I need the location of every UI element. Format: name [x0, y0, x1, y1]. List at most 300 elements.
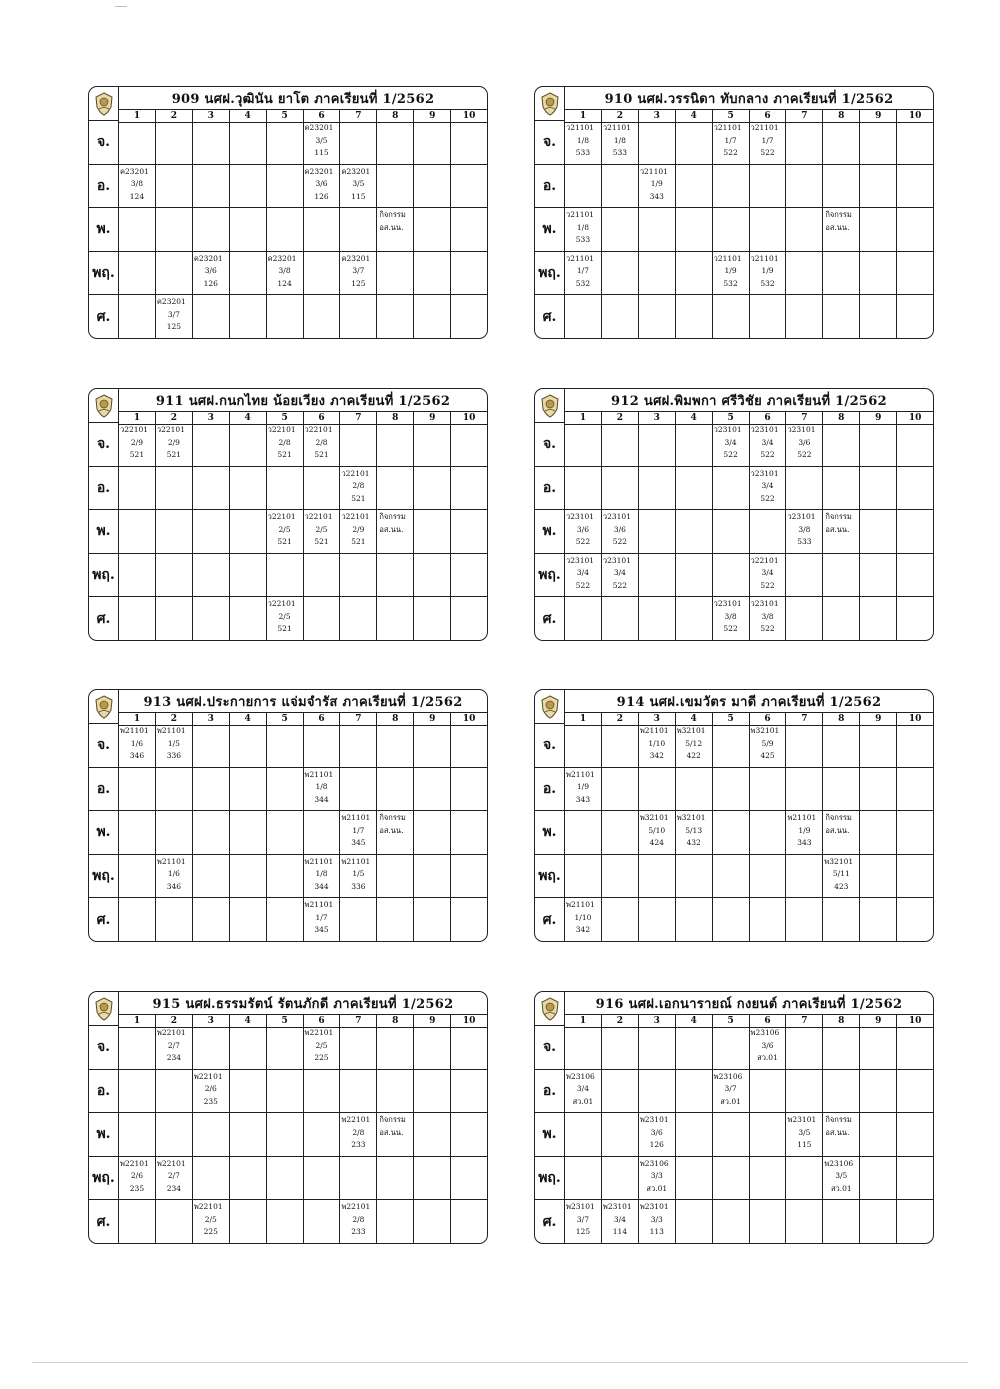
class-group: 2/5: [315, 524, 328, 534]
day-label: พฤ.: [89, 252, 119, 295]
day-row: [535, 1069, 933, 1113]
schedule-slot: [822, 811, 859, 854]
day-row: [89, 1156, 487, 1200]
schedule-slot: [638, 597, 675, 640]
day-label: ศ.: [535, 597, 565, 640]
room-number: 125: [575, 1227, 591, 1237]
schedule-slot: [601, 1026, 638, 1069]
schedule-slot: [638, 510, 675, 553]
class-group: 2/5: [204, 1214, 217, 1224]
room-number: 343: [797, 838, 812, 848]
schedule-slot: [450, 1157, 487, 1200]
schedule-slot: [712, 554, 749, 597]
course-code: ว23101: [566, 555, 595, 565]
period-header: 7: [785, 1015, 822, 1027]
schedule-slot: [266, 1200, 303, 1243]
schedule-slot: [376, 1157, 413, 1200]
period-header: 6: [303, 713, 340, 725]
period-header: 5: [712, 1015, 749, 1027]
schedule-slot: [565, 724, 601, 767]
course-code: พ21101: [639, 726, 669, 735]
schedule-slot: [119, 768, 155, 811]
schedule-slot: [785, 121, 822, 164]
schedule-slot: [450, 295, 487, 338]
schedule-slot: [565, 1070, 601, 1113]
schedule-slot: [192, 1157, 229, 1200]
schedule-slot: [859, 1070, 896, 1113]
school-emblem-icon: [94, 695, 114, 719]
schedule-slot: [303, 165, 340, 208]
schedule-slot: [376, 554, 413, 597]
course-code: พ21101: [341, 856, 371, 866]
schedule-slot: [638, 1070, 675, 1113]
schedule-slot: [859, 1113, 896, 1156]
school-emblem-icon: [94, 997, 114, 1021]
period-header: 10: [896, 1015, 933, 1027]
schedule-slot: [266, 898, 303, 941]
period-header: 6: [303, 1015, 340, 1027]
period-header: 10: [450, 1015, 487, 1027]
schedule-slot: [638, 855, 675, 898]
course-code: ว23101: [713, 425, 742, 434]
class-group: 3/7: [167, 309, 180, 319]
schedule-slot: [675, 510, 712, 553]
course-code: ว22101: [750, 555, 779, 565]
course-code: ค23201: [304, 166, 334, 176]
day-row: [89, 423, 487, 466]
schedule-slot: [155, 165, 192, 208]
schedule-slot: [896, 1070, 933, 1113]
schedule-slot: [822, 1200, 859, 1243]
card-title: 915 นศฝ.ธรรมรัตน์ รัตนภักดี ภาคเรียนที่ 1/2562: [152, 996, 454, 1012]
class-group: 1/7: [761, 135, 774, 145]
period-header: 4: [229, 1015, 266, 1027]
schedule-slot: [859, 811, 896, 854]
schedule-slot: [896, 597, 933, 640]
schedule-slot: [601, 1113, 638, 1156]
room-number: 343: [649, 191, 664, 201]
room-number: 233: [351, 1227, 366, 1237]
schedule-slot: [119, 1026, 155, 1069]
class-group: อส.นน.: [825, 524, 850, 534]
day-label: พ.: [89, 811, 119, 854]
period-header: 6: [749, 412, 786, 424]
schedule-slot: [896, 1157, 933, 1200]
schedule-slot: [712, 295, 749, 338]
period-header: 9: [859, 110, 896, 122]
course-code: ว21101: [713, 253, 742, 263]
schedule-slot: [450, 898, 487, 941]
room-number: 345: [314, 925, 329, 935]
schedule-slot: [859, 724, 896, 767]
day-row: [535, 164, 933, 208]
day-row: [535, 251, 933, 295]
schedule-slot: [675, 898, 712, 941]
room-number: 533: [575, 148, 591, 157]
schedule-slot: [565, 165, 601, 208]
schedule-slot: [712, 252, 749, 295]
course-code: ค23201: [267, 253, 297, 263]
schedule-slot: [785, 1157, 822, 1200]
schedule-grid: [89, 121, 487, 338]
timetable-card: [88, 388, 488, 641]
period-header: 5: [266, 713, 303, 725]
course-code: พ32101: [676, 726, 706, 735]
schedule-slot: [896, 510, 933, 553]
schedule-slot: [565, 768, 601, 811]
schedule-slot: [896, 768, 933, 811]
period-header: 10: [450, 412, 487, 424]
course-code: พ21101: [566, 769, 595, 779]
schedule-slot: [601, 121, 638, 164]
class-group: 1/9: [650, 179, 663, 189]
schedule-slot: [749, 510, 786, 553]
schedule-slot: [192, 597, 229, 640]
schedule-slot: [192, 1200, 229, 1243]
class-group: 1/9: [798, 825, 811, 835]
schedule-slot: [896, 554, 933, 597]
schedule-slot: [749, 252, 786, 295]
schedule-slot: [785, 724, 822, 767]
schedule-slot: [896, 898, 933, 941]
course-code: ค23201: [304, 123, 334, 132]
schedule-slot: [822, 1070, 859, 1113]
schedule-slot: [413, 597, 450, 640]
schedule-slot: [155, 467, 192, 510]
schedule-slot: [896, 467, 933, 510]
room-number: 422: [686, 751, 701, 760]
schedule-slot: [303, 423, 340, 466]
schedule-slot: [601, 554, 638, 597]
class-group: 5/9: [761, 738, 774, 748]
day-row: [535, 854, 933, 898]
class-group: อส.นน.: [825, 222, 850, 232]
course-code: พ23106: [566, 1071, 595, 1081]
school-emblem-icon: [540, 394, 560, 418]
room-number: 533: [612, 148, 628, 157]
course-code: ว22101: [341, 468, 370, 478]
day-label: อ.: [535, 1070, 565, 1113]
schedule-slot: [413, 208, 450, 251]
class-group: 1/7: [352, 825, 365, 835]
day-row: [89, 1026, 487, 1069]
page-divider: [32, 1362, 968, 1363]
schedule-slot: [376, 423, 413, 466]
schedule-slot: [565, 898, 601, 941]
schedule-slot: [785, 208, 822, 251]
schedule-slot: [896, 165, 933, 208]
schedule-slot: [712, 121, 749, 164]
room-number: 522: [760, 493, 775, 503]
room-number: 234: [166, 1053, 182, 1062]
course-code: ว21101: [602, 123, 631, 132]
room-number: 234: [166, 1183, 182, 1193]
class-group: 3/6: [798, 437, 811, 447]
room-number: 225: [314, 1053, 329, 1062]
schedule-slot: [785, 898, 822, 941]
schedule-slot: [413, 423, 450, 466]
day-label: อ.: [535, 467, 565, 510]
class-group: 3/5: [352, 179, 365, 189]
schedule-slot: [192, 252, 229, 295]
schedule-slot: [712, 855, 749, 898]
schedule-slot: [749, 1157, 786, 1200]
schedule-slot: [785, 1200, 822, 1243]
course-code: พ22101: [156, 1158, 186, 1168]
room-number: 125: [166, 322, 182, 332]
schedule-slot: [413, 811, 450, 854]
day-row: [535, 724, 933, 767]
schedule-slot: [376, 1026, 413, 1069]
course-code: กิจกรรม: [825, 1115, 852, 1125]
schedule-slot: [859, 208, 896, 251]
class-group: 3/4: [576, 568, 589, 578]
schedule-slot: [822, 1157, 859, 1200]
class-group: 5/12: [685, 738, 703, 748]
schedule-slot: [859, 554, 896, 597]
schedule-slot: [413, 510, 450, 553]
schedule-slot: [785, 510, 822, 553]
schedule-slot: [822, 597, 859, 640]
schedule-slot: [712, 1070, 749, 1113]
schedule-slot: [712, 1026, 749, 1069]
day-label: พฤ.: [535, 1157, 565, 1200]
class-group: 3/6: [613, 524, 626, 534]
class-group: 3/6: [761, 1040, 774, 1050]
class-group: 1/6: [130, 738, 143, 748]
period-header: 3: [638, 412, 675, 424]
course-code: ว23101: [787, 425, 816, 434]
room-number: 125: [351, 278, 366, 288]
room-number: 344: [314, 794, 329, 804]
schedule-slot: [266, 1070, 303, 1113]
course-code: กิจกรรม: [825, 813, 852, 823]
room-number: 522: [760, 624, 775, 634]
class-group: 1/7: [315, 912, 328, 922]
schedule-slot: [119, 252, 155, 295]
class-group: 3/7: [352, 266, 365, 276]
schedule-slot: [749, 1026, 786, 1069]
schedule-slot: [266, 208, 303, 251]
period-header: 6: [303, 110, 340, 122]
schedule-slot: [675, 295, 712, 338]
schedule-slot: [675, 165, 712, 208]
class-group: 3/4: [761, 481, 774, 491]
room-number: 124: [277, 278, 292, 288]
schedule-slot: [303, 1070, 340, 1113]
period-header: 10: [450, 713, 487, 725]
room-number: 115: [314, 148, 329, 157]
schedule-slot: [339, 1157, 376, 1200]
period-header: 7: [785, 412, 822, 424]
class-group: 1/7: [724, 135, 737, 145]
schedule-slot: [229, 724, 266, 767]
period-header: 8: [822, 110, 859, 122]
schedule-slot: [450, 597, 487, 640]
schedule-slot: [413, 855, 450, 898]
schedule-slot: [822, 855, 859, 898]
course-code: ค23201: [193, 253, 223, 263]
schedule-slot: [675, 1157, 712, 1200]
schedule-grid: [535, 121, 933, 338]
period-header: 5: [712, 110, 749, 122]
schedule-slot: [413, 1113, 450, 1156]
schedule-slot: [119, 811, 155, 854]
class-group: 1/10: [648, 738, 666, 748]
schedule-slot: [192, 121, 229, 164]
period-header: 9: [413, 110, 450, 122]
schedule-grid: [535, 724, 933, 941]
schedule-slot: [119, 208, 155, 251]
schedule-slot: [601, 811, 638, 854]
day-label: จ.: [89, 121, 119, 164]
period-header: 7: [785, 713, 822, 725]
schedule-slot: [822, 510, 859, 553]
schedule-slot: [155, 1026, 192, 1069]
course-code: พ21101: [120, 726, 149, 735]
class-group: 2/8: [315, 437, 328, 447]
room-number: 522: [723, 148, 738, 157]
day-label: จ.: [535, 423, 565, 466]
day-label: อ.: [89, 768, 119, 811]
room-number: 521: [129, 450, 145, 459]
schedule-slot: [229, 467, 266, 510]
schedule-slot: [229, 208, 266, 251]
schedule-slot: [675, 423, 712, 466]
schedule-slot: [266, 855, 303, 898]
schedule-slot: [450, 510, 487, 553]
schedule-slot: [565, 811, 601, 854]
class-group: 2/6: [204, 1084, 217, 1094]
schedule-slot: [155, 1200, 192, 1243]
timetable-card: [534, 388, 934, 641]
schedule-slot: [675, 768, 712, 811]
course-code: ว23101: [566, 512, 595, 522]
course-code: พ22101: [193, 1202, 223, 1212]
day-label: พฤ.: [535, 855, 565, 898]
schedule-slot: [712, 724, 749, 767]
schedule-slot: [896, 1026, 933, 1069]
class-group: 3/4: [613, 1214, 626, 1224]
emblem-cell: [535, 389, 565, 423]
schedule-slot: [229, 811, 266, 854]
schedule-slot: [450, 811, 487, 854]
schedule-slot: [749, 467, 786, 510]
course-code: พ21101: [304, 900, 334, 910]
schedule-grid: [535, 423, 933, 640]
room-number: 345: [351, 838, 366, 848]
room-number: 521: [277, 624, 292, 634]
period-header: 5: [266, 110, 303, 122]
period-header: 2: [601, 1015, 638, 1027]
day-label: จ.: [535, 724, 565, 767]
schedule-slot: [229, 855, 266, 898]
schedule-slot: [413, 1157, 450, 1200]
course-code: ค23201: [156, 297, 186, 307]
day-row: [89, 553, 487, 597]
schedule-slot: [155, 597, 192, 640]
class-group: 1/9: [724, 266, 737, 276]
schedule-grid: [89, 724, 487, 941]
card-title: 914 นศฝ.เขมวัตร มาดี ภาคเรียนที่ 1/2562: [616, 694, 882, 710]
period-header: 7: [339, 110, 376, 122]
class-group: 2/7: [167, 1171, 180, 1181]
schedule-slot: [192, 295, 229, 338]
course-code: กิจกรรม: [379, 1115, 406, 1125]
schedule-slot: [565, 597, 601, 640]
period-header: 5: [712, 713, 749, 725]
class-group: 3/4: [761, 568, 774, 578]
schedule-slot: [712, 1113, 749, 1156]
course-code: พ21101: [304, 856, 334, 866]
schedule-slot: [749, 898, 786, 941]
period-header: 10: [896, 110, 933, 122]
schedule-slot: [119, 295, 155, 338]
schedule-slot: [266, 1113, 303, 1156]
schedule-slot: [749, 295, 786, 338]
day-row: [89, 294, 487, 338]
schedule-slot: [785, 811, 822, 854]
schedule-slot: [339, 811, 376, 854]
period-header: 1: [579, 110, 587, 121]
schedule-slot: [859, 423, 896, 466]
schedule-slot: [192, 855, 229, 898]
period-header: 8: [822, 1015, 859, 1027]
school-emblem-icon: [540, 997, 560, 1021]
day-row: [535, 897, 933, 941]
schedule-slot: [565, 295, 601, 338]
period-header: 6: [749, 713, 786, 725]
course-code: พ32101: [824, 856, 854, 866]
period-header: 1: [133, 412, 141, 423]
card-title: 912 นศฝ.พิมพกา ศรีวิชัย ภาคเรียนที่ 1/2562: [611, 393, 887, 409]
schedule-slot: [413, 252, 450, 295]
room-number: 114: [612, 1227, 628, 1237]
schedule-slot: [229, 165, 266, 208]
room-number: 346: [166, 881, 182, 891]
schedule-slot: [601, 724, 638, 767]
schedule-slot: [266, 1026, 303, 1069]
room-number: 432: [686, 838, 701, 848]
course-code: ว23101: [713, 599, 742, 609]
schedule-slot: [859, 855, 896, 898]
schedule-slot: [565, 855, 601, 898]
period-header: 2: [155, 412, 192, 424]
corner-mark: [115, 6, 127, 7]
period-header: 5: [266, 412, 303, 424]
course-code: พ21101: [787, 813, 817, 823]
schedule-slot: [601, 165, 638, 208]
class-group: 3/8: [798, 524, 811, 534]
schedule-slot: [859, 252, 896, 295]
schedule-slot: [638, 121, 675, 164]
day-label: พฤ.: [89, 1157, 119, 1200]
period-header: 4: [675, 412, 712, 424]
schedule-slot: [339, 467, 376, 510]
room-number: 225: [203, 1227, 218, 1237]
schedule-slot: [749, 855, 786, 898]
schedule-slot: [712, 510, 749, 553]
course-code: ว21101: [639, 166, 668, 176]
period-header: 9: [859, 412, 896, 424]
class-group: 3/4: [761, 437, 774, 447]
period-header: 7: [339, 412, 376, 424]
period-header: 6: [749, 1015, 786, 1027]
card-title: 916 นศฝ.เอกนารายณ์ กงยนต์ ภาคเรียนที่ 1/2562: [595, 996, 903, 1012]
schedule-slot: [712, 165, 749, 208]
schedule-slot: [638, 467, 675, 510]
schedule-slot: [119, 1070, 155, 1113]
